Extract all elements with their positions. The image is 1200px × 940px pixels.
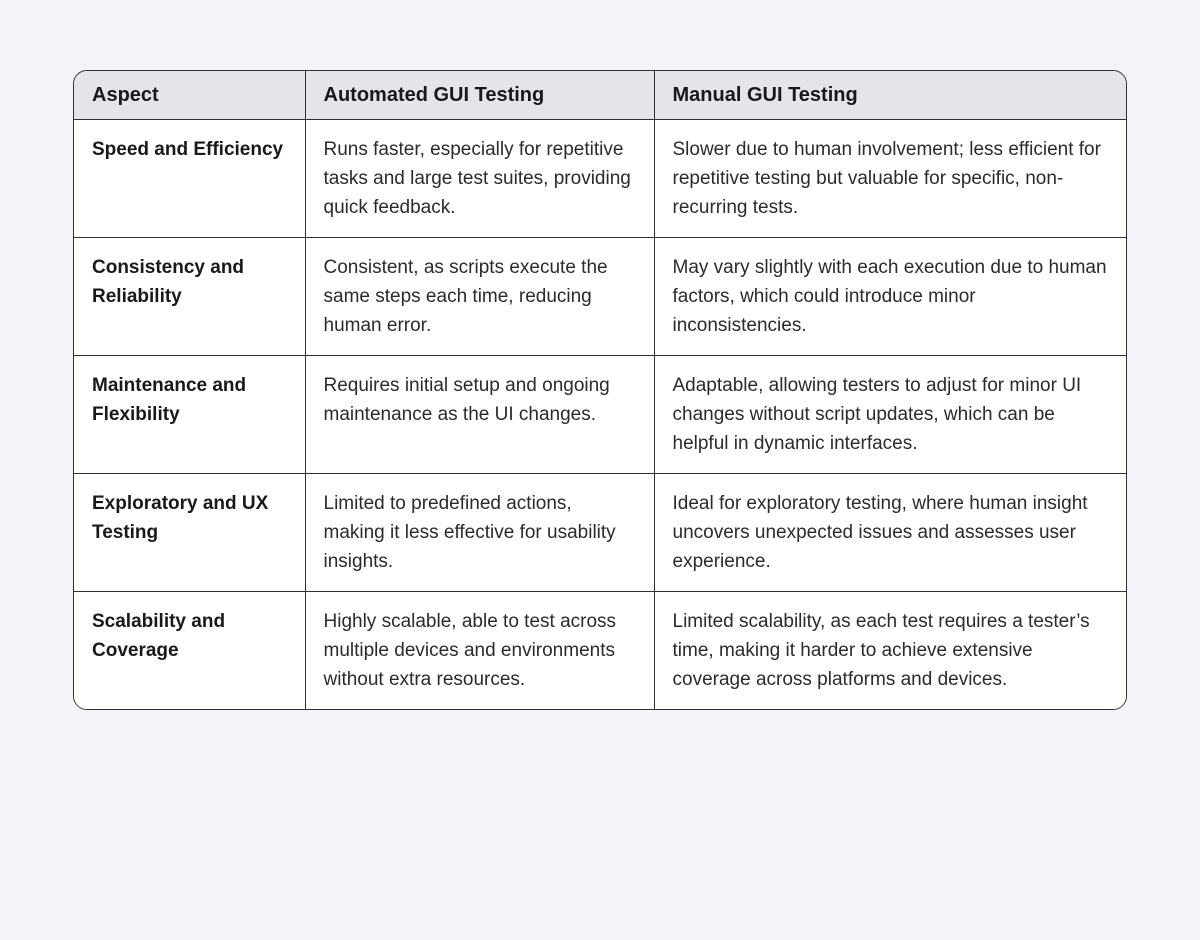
row-aspect-cell: Consistency and Reliability [74, 238, 305, 356]
table-row [74, 120, 1126, 238]
row-aspect-cell: Speed and Efficiency [74, 120, 305, 238]
manual-cell: May vary slightly with each execution due to human factors, which could introduce minor inconsistencies. [654, 238, 1126, 356]
table-header [74, 71, 1126, 120]
column-header-manual: Manual GUI Testing [654, 71, 1126, 120]
manual-cell: Adaptable, allowing testers to adjust for minor UI changes without script updates, which can be helpful in dynamic interfaces. [654, 356, 1126, 474]
automated-cell: Highly scalable, able to test across multiple devices and environments without extra resources. [305, 592, 654, 710]
column-header-automated: Automated GUI Testing [305, 71, 654, 120]
row-aspect-cell: Exploratory and UX Testing [74, 474, 305, 592]
automated-cell: Runs faster, especially for repetitive tasks and large test suites, providing quick feedback. [305, 120, 654, 238]
column-header-aspect: Aspect [74, 71, 305, 120]
table-body [74, 120, 1126, 710]
manual-cell: Slower due to human involvement; less efficient for repetitive testing but valuable for specific, non-recurring tests. [654, 120, 1126, 238]
automated-cell: Consistent, as scripts execute the same steps each time, reducing human error. [305, 238, 654, 356]
comparison-table-container [73, 70, 1127, 710]
row-aspect-cell: Scalability and Coverage [74, 592, 305, 710]
manual-cell: Limited scalability, as each test requires a tester’s time, making it harder to achieve extensive coverage across platforms and devices. [654, 592, 1126, 710]
table-row [74, 356, 1126, 474]
row-aspect-cell: Maintenance and Flexibility [74, 356, 305, 474]
automated-cell: Requires initial setup and ongoing maintenance as the UI changes. [305, 356, 654, 474]
automated-cell: Limited to predefined actions, making it less effective for usability insights. [305, 474, 654, 592]
table-row [74, 474, 1126, 592]
table-row [74, 238, 1126, 356]
table-row [74, 592, 1126, 710]
manual-cell: Ideal for exploratory testing, where human insight uncovers unexpected issues and assesses user experience. [654, 474, 1126, 592]
header-row [74, 71, 1126, 120]
gui-testing-comparison-table [74, 71, 1126, 709]
